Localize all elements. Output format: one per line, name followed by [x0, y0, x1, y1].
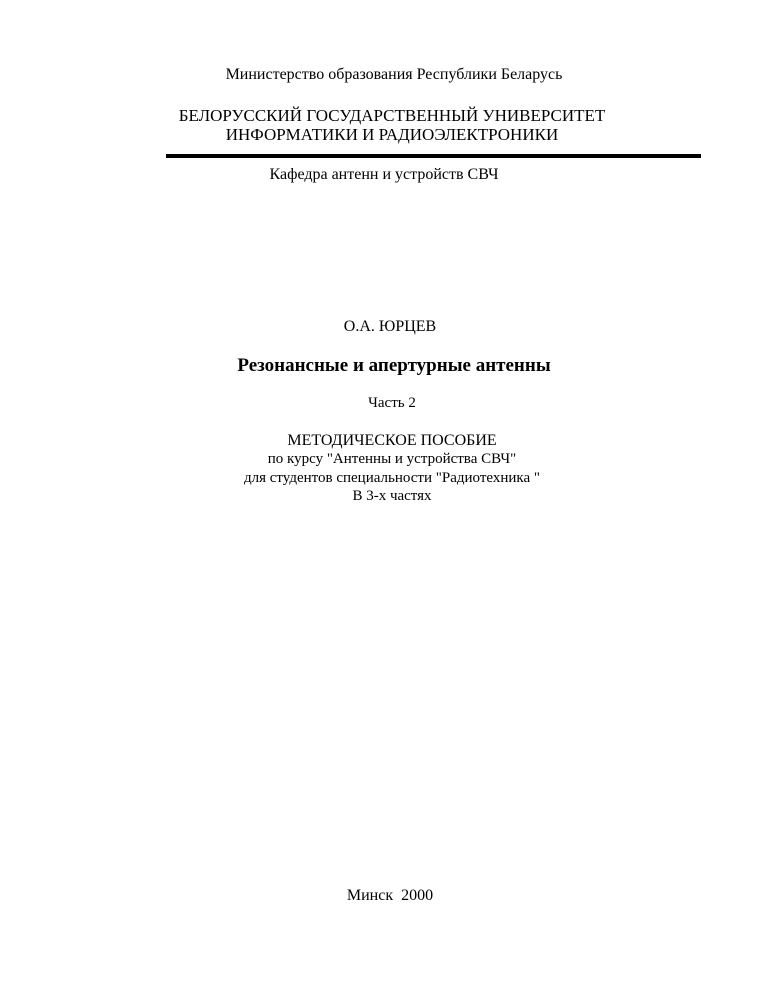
part-label: Часть 2	[368, 395, 416, 411]
header-divider	[166, 154, 701, 158]
ministry-name: Министерство образования Республики Беларусь	[225, 66, 563, 83]
university-name-line2: ИНФОРМАТИКИ И РАДИОЭЛЕКТРОНИКИ	[225, 125, 559, 144]
university-name-line1: БЕЛОРУССКИЙ ГОСУДАРСТВЕННЫЙ УНИВЕРСИТЕТ	[178, 106, 606, 125]
parts-count: В 3-х частях	[352, 488, 432, 504]
document-title: Резонансные и апертурные антенны	[237, 355, 551, 376]
course-name: по курсу "Антенны и устройства СВЧ"	[267, 451, 517, 467]
department-name: Кафедра антенн и устройств СВЧ	[269, 166, 499, 183]
publication-type: МЕТОДИЧЕСКОЕ ПОСОБИЕ	[287, 432, 497, 449]
audience-description: для студентов специальности "Радиотехника "	[244, 470, 540, 486]
city-year: Минск 2000	[346, 887, 434, 904]
author-name: О.А. ЮРЦЕВ	[343, 318, 437, 335]
